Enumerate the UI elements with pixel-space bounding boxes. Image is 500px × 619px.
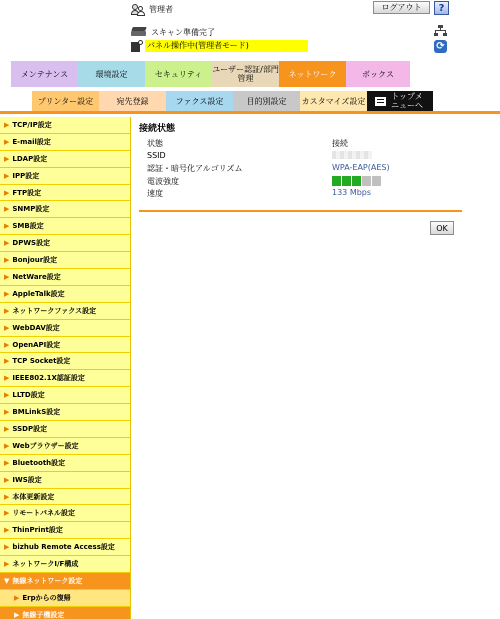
sidebar-item[interactable] (0, 185, 130, 202)
sidebar-item[interactable] (0, 337, 130, 354)
sidebar-item[interactable] (0, 151, 130, 168)
sidebar-item-label: IEEE802.1X認証設定 (12, 374, 85, 383)
sidebar-item-label: ThinPrint設定 (12, 526, 63, 535)
caret-right-icon: ▶ (4, 424, 10, 433)
status-row (139, 138, 462, 151)
sidebar-item[interactable] (0, 590, 130, 607)
sidebar-item[interactable] (0, 455, 130, 472)
caret-right-icon: ▶ (4, 154, 10, 163)
caret-right-icon: ▶ (4, 137, 10, 146)
ssid-row (139, 151, 462, 164)
sidebar-item-label: SNMP設定 (12, 205, 50, 214)
sidebar-item[interactable] (0, 438, 130, 455)
speed-row (139, 188, 462, 201)
caret-right-icon: ▶ (4, 256, 10, 265)
caret-right-icon: ▶ (4, 408, 10, 417)
sidebar-item-label: 無線子機設定 (22, 610, 65, 619)
top-menu-label: トップメニューへ (391, 92, 423, 110)
sidebar-item-label: SSDP設定 (12, 424, 48, 433)
signal-bar (362, 176, 371, 186)
caret-right-icon: ▶ (4, 492, 10, 501)
network-icon (434, 25, 447, 36)
caret-right-icon: ▶ (4, 543, 10, 552)
signal-strength-meter (332, 176, 381, 186)
sidebar-item[interactable] (0, 421, 130, 438)
sidebar-item[interactable] (0, 387, 130, 404)
sidebar-item-label: IWS設定 (12, 475, 42, 484)
sidebar-item[interactable] (0, 134, 130, 151)
ok-button[interactable]: OK (430, 221, 454, 235)
sidebar-item-label: Webブラウザー設定 (12, 441, 79, 450)
sidebar (0, 117, 131, 619)
subtab-printer-settings[interactable]: プリンター設定 (32, 91, 99, 111)
subtab-purpose-settings[interactable]: 目的別設定 (233, 91, 300, 111)
sidebar-item[interactable] (0, 556, 130, 573)
content-divider (139, 210, 462, 212)
subtab-top-menu[interactable] (367, 91, 433, 111)
sidebar-item-label: IPP設定 (12, 171, 40, 180)
sidebar-item[interactable] (0, 320, 130, 337)
caret-right-icon: ▶ (4, 357, 10, 366)
sidebar-item[interactable] (0, 353, 130, 370)
caret-right-icon: ▶ (4, 441, 10, 450)
caret-right-icon: ▶ (4, 526, 10, 535)
sidebar-item-label: E-mail設定 (12, 137, 51, 146)
sidebar-item[interactable] (0, 201, 130, 218)
tab-box[interactable]: ボックス (346, 61, 410, 87)
auth-row (139, 163, 462, 176)
sidebar-item-label: NetWare設定 (12, 272, 61, 281)
sidebar-item-label: ネットワークI/F構成 (12, 560, 79, 569)
status-value: 接続 (332, 139, 348, 148)
caret-right-icon: ▶ (4, 188, 10, 197)
tab-environment-settings[interactable]: 環境設定 (78, 61, 145, 87)
sidebar-item[interactable] (0, 117, 130, 134)
caret-right-icon: ▶ (14, 610, 20, 619)
caret-right-icon: ▶ (14, 593, 20, 602)
tab-user-auth[interactable]: ユーザー認証/部門管理 (212, 61, 279, 87)
user-icon (131, 3, 146, 16)
status-label: 状態 (147, 139, 163, 148)
caret-right-icon: ▶ (4, 306, 10, 315)
sidebar-item-label: LLTD設定 (12, 391, 45, 400)
caret-right-icon: ▶ (4, 560, 10, 569)
sidebar-item-label: TCP Socket設定 (12, 357, 71, 366)
sidebar-item-label: SMB設定 (12, 222, 44, 231)
signal-row (139, 176, 462, 189)
refresh-icon[interactable]: ⟳ (434, 40, 447, 53)
sidebar-item-label: LDAP設定 (12, 154, 48, 163)
ssid-value (332, 151, 372, 160)
signal-bar (372, 176, 381, 186)
sidebar-item[interactable] (0, 370, 130, 387)
sidebar-item-label: BMLinkS設定 (12, 408, 61, 417)
header-divider (0, 111, 500, 114)
top-menu-icon (375, 97, 386, 106)
tab-network[interactable]: ネットワーク (279, 61, 346, 87)
sidebar-item[interactable] (0, 489, 130, 506)
sidebar-item-label: bizhub Remote Access設定 (12, 543, 115, 552)
subtab-address-registration[interactable]: 宛先登録 (99, 91, 166, 111)
sidebar-item[interactable] (0, 505, 130, 522)
sidebar-item-label: Bonjour設定 (12, 256, 58, 265)
caret-right-icon: ▶ (4, 391, 10, 400)
sidebar-item-label: FTP設定 (12, 188, 42, 197)
signal-label: 電波強度 (147, 176, 179, 186)
caret-right-icon: ▶ (4, 475, 10, 484)
caret-right-icon: ▶ (4, 272, 10, 281)
panel-lock-icon (131, 40, 143, 52)
sidebar-item[interactable] (0, 235, 130, 252)
sidebar-item-label: AppleTalk設定 (12, 289, 65, 298)
tab-maintenance[interactable]: メンテナンス (11, 61, 78, 87)
sidebar-item[interactable] (0, 168, 130, 185)
caret-right-icon: ▶ (4, 374, 10, 383)
sidebar-item-label: リモートパネル設定 (12, 509, 75, 518)
sidebar-item[interactable] (0, 522, 130, 539)
sidebar-item[interactable] (0, 252, 130, 269)
caret-right-icon: ▶ (4, 289, 10, 298)
scan-status (131, 25, 215, 39)
sidebar-item[interactable] (0, 539, 130, 556)
sidebar-item-label: Bluetooth設定 (12, 458, 66, 467)
scan-status-text: スキャン準備完了 (151, 27, 215, 37)
sidebar-item[interactable] (0, 286, 130, 303)
caret-right-icon: ▶ (4, 323, 10, 332)
panel-status-text: パネル操作中(管理者モード) (145, 40, 308, 52)
sidebar-item-label: 無線ネットワーク設定 (12, 576, 83, 585)
sidebar-item-label: WebDAV設定 (12, 323, 60, 332)
sidebar-item[interactable] (0, 303, 130, 320)
signal-bar (342, 176, 351, 186)
caret-right-icon: ▶ (4, 222, 10, 231)
user-label: 管理者 (149, 4, 173, 14)
signal-bar (352, 176, 361, 186)
sidebar-item-label: Erpからの復帰 (22, 593, 71, 602)
subtab-customize-settings[interactable]: カスタマイズ設定 (300, 91, 367, 111)
logout-button[interactable]: ログアウト (373, 1, 430, 14)
scanner-icon (131, 27, 147, 37)
caret-right-icon: ▶ (4, 120, 10, 129)
help-button[interactable]: ? (434, 1, 449, 15)
sidebar-item[interactable] (0, 218, 130, 235)
sidebar-item-label: DPWS設定 (12, 239, 51, 248)
speed-label: 速度 (147, 189, 163, 198)
panel-status (131, 39, 308, 53)
signal-bar (332, 176, 341, 186)
caret-right-icon: ▶ (4, 239, 10, 248)
section-title: 接続状態 (139, 124, 176, 134)
sidebar-item[interactable] (0, 573, 130, 590)
sidebar-item[interactable] (0, 607, 130, 619)
connection-status-panel (139, 121, 462, 201)
sidebar-item[interactable] (0, 269, 130, 286)
caret-right-icon: ▶ (4, 458, 10, 467)
caret-down-icon: ▼ (4, 576, 10, 585)
caret-right-icon: ▶ (4, 171, 10, 180)
sidebar-item-label: ネットワークファクス設定 (12, 306, 97, 315)
caret-right-icon: ▶ (4, 205, 10, 214)
subtab-fax-settings[interactable]: ファクス設定 (166, 91, 233, 111)
caret-right-icon: ▶ (4, 509, 10, 518)
caret-right-icon: ▶ (4, 340, 10, 349)
ssid-label: SSID (147, 150, 166, 160)
sidebar-item-label: OpenAPI設定 (12, 340, 61, 349)
sidebar-item-label: 本体更新設定 (12, 492, 55, 501)
auth-label: 認証・暗号化アルゴリズム (147, 164, 243, 173)
user-indicator (131, 2, 173, 16)
sidebar-item-label: TCP/IP設定 (12, 120, 52, 129)
speed-value: 133 Mbps (332, 188, 372, 197)
sidebar-item[interactable] (0, 472, 130, 489)
auth-value: WPA-EAP(AES) (332, 163, 390, 172)
tab-security[interactable]: セキュリティ (145, 61, 212, 87)
sidebar-item[interactable] (0, 404, 130, 421)
